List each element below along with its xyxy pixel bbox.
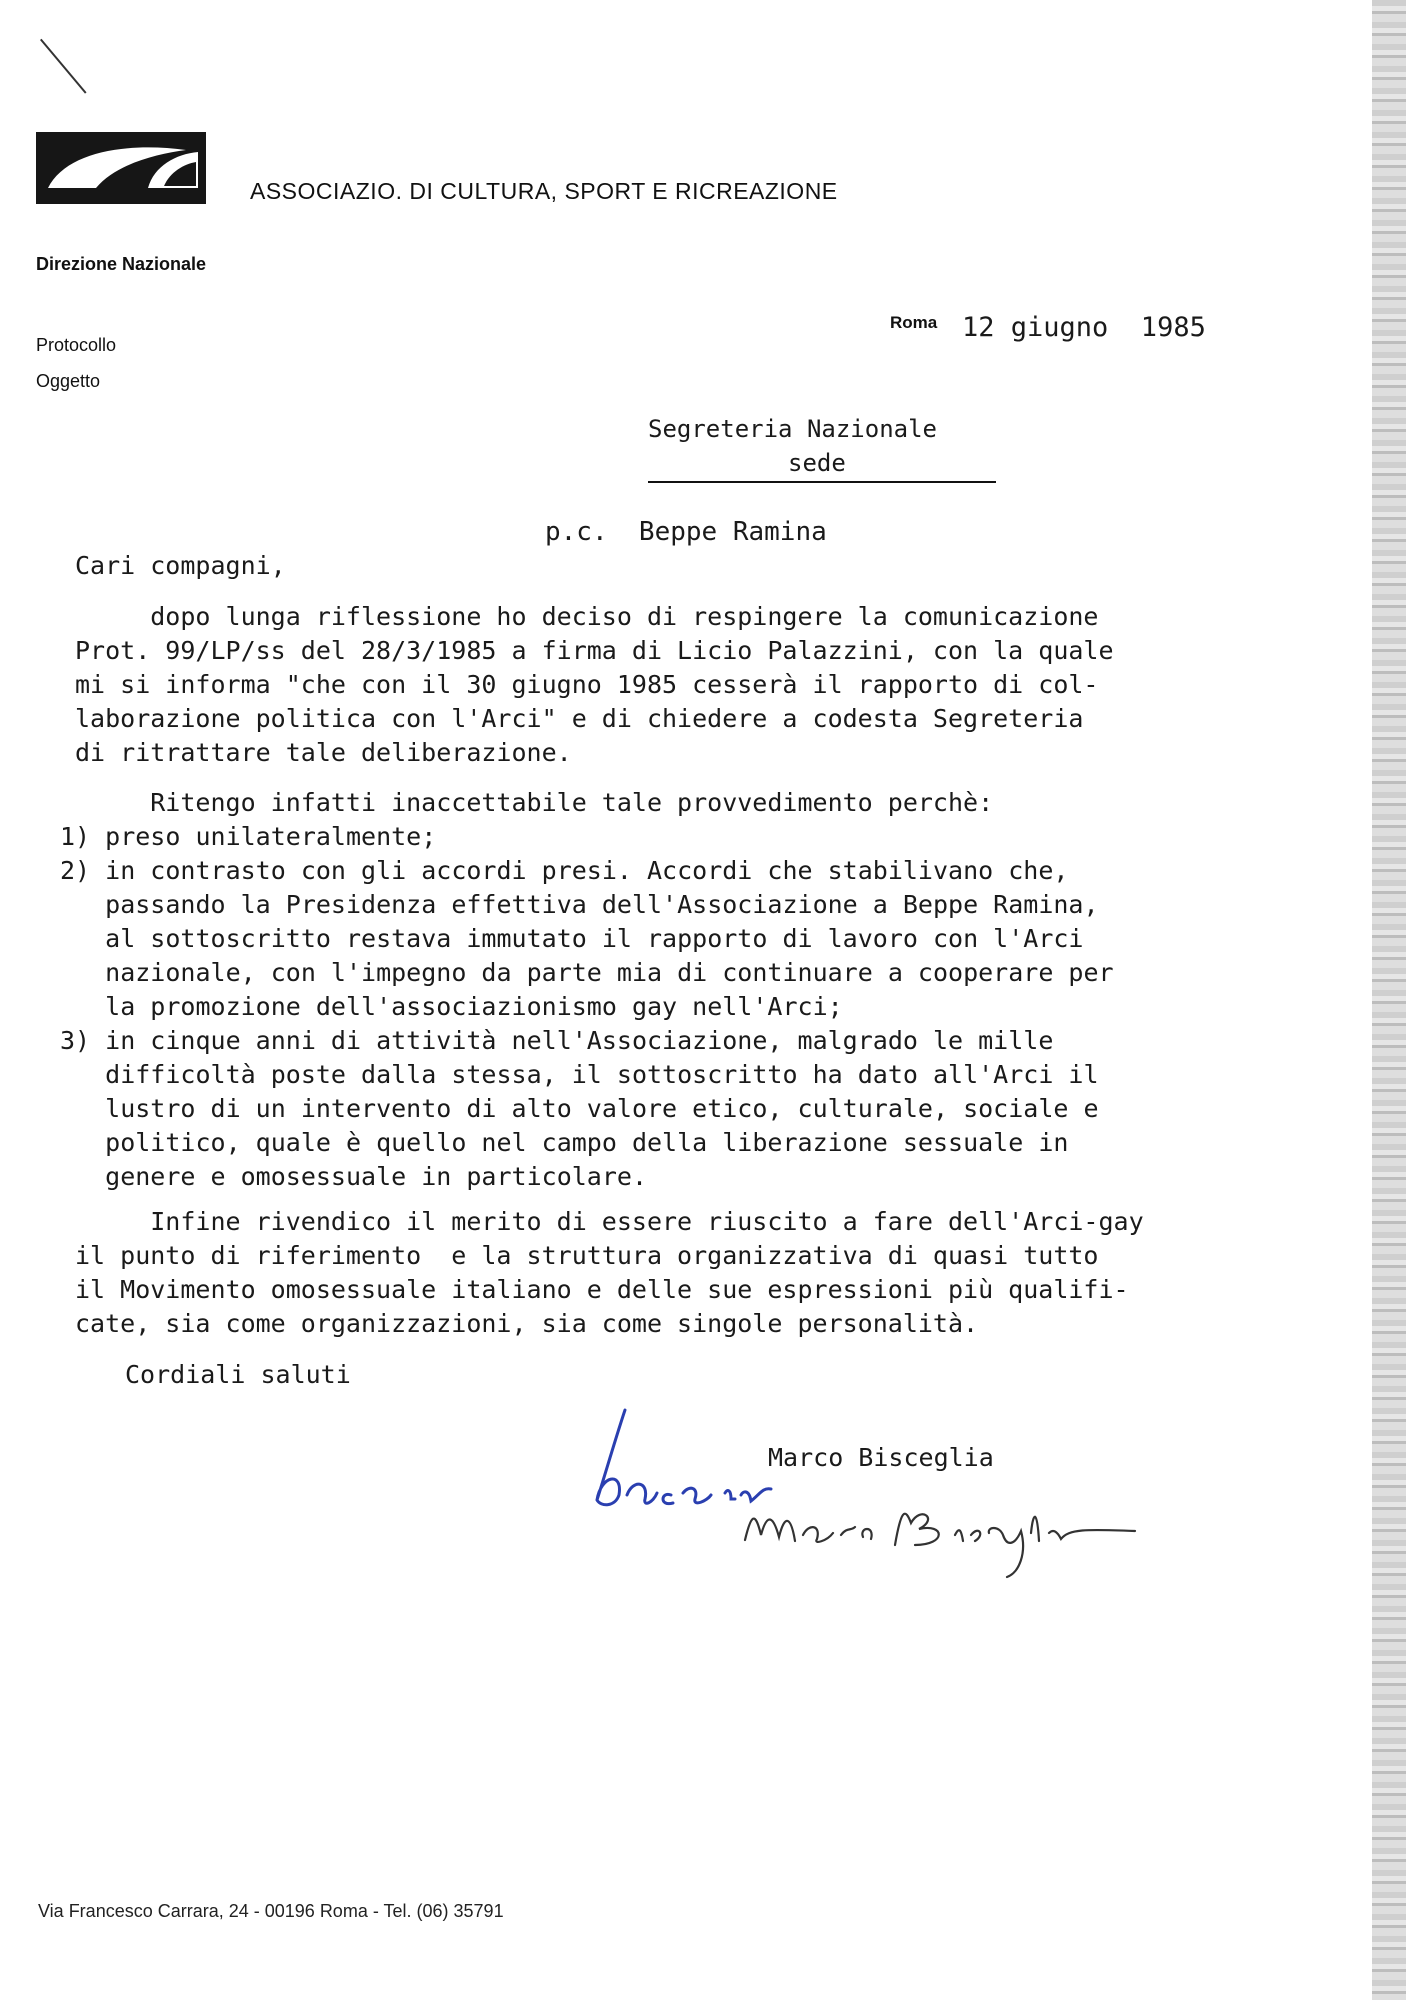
recipient-underline	[648, 481, 996, 483]
reasons-list: 1) preso unilateralmente; 2) in contrasto con gli accordi presi. Accordi che stabilivano che, passando la Presidenza effettiva dell'Associazione a Beppe Ramina, al sottoscritto restava immutato il rapporto di lavoro con l'Arci nazionale, con l'impegno da parte mia di continuare a cooperare per la promozione dell'associazionismo gay nell'Arci; 3) in cinque anni di attività nell'Associazione, malgrado le mille difficoltà poste dalla stessa, il sottoscritto ha dato all'Arci il lustro di un intervento di alto valore etico, culturale, sociale e politico, quale è quello nel campo della liberazione sessuale in genere e omosessuale in particolare.	[60, 822, 1114, 1191]
subject-label: Oggetto	[36, 371, 101, 391]
paragraph-2-intro: Ritengo infatti inaccettabile tale provvedimento perchè:	[75, 788, 994, 817]
protocol-label: Protocollo	[36, 335, 117, 355]
handwritten-signature	[575, 1395, 1215, 1605]
city-label: Roma	[890, 313, 938, 332]
salutation: Cari compagni,	[75, 551, 286, 580]
scan-mark	[40, 39, 87, 94]
arci-logo	[36, 132, 206, 204]
recipient-location: sede	[788, 449, 846, 477]
letter-date: 12 giugno 1985	[962, 312, 1206, 343]
footer-address: Via Francesco Carrara, 24 - 00196 Roma - Tel. (06) 35791	[38, 1901, 504, 1921]
paragraph-3: Infine rivendico il merito di essere riuscito a fare dell'Arci-gay il punto di riferimento e la struttura organizzativa di quasi tutto il Movimento omosessuale italiano e delle sue espressioni più qualifi- cate, sia come organizzazioni, sia come singole personalità.	[75, 1207, 1144, 1338]
closing: Cordiali saluti	[125, 1360, 351, 1389]
recipient-name: Segreteria Nazionale	[648, 415, 937, 443]
signer-name: Marco Bisceglia	[768, 1443, 994, 1472]
scan-edge	[1372, 0, 1406, 2000]
department-label: Direzione Nazionale	[36, 254, 207, 274]
carbon-copy: p.c. Beppe Ramina	[545, 517, 827, 547]
letterhead-organization: ASSOCIAZIO. DI CULTURA, SPORT E RICREAZIONE	[250, 178, 838, 204]
paragraph-1: dopo lunga riflessione ho deciso di respingere la comunicazione Prot. 99/LP/ss del 28/3/1985 a firma di Licio Palazzini, con la quale mi si informa "che con il 30 giugno 1985 cesserà il rapporto di col- laborazione politica con l'Arci" e di chiedere a codesta Segreteria di ritrattare tale deliberazione.	[75, 602, 1114, 767]
